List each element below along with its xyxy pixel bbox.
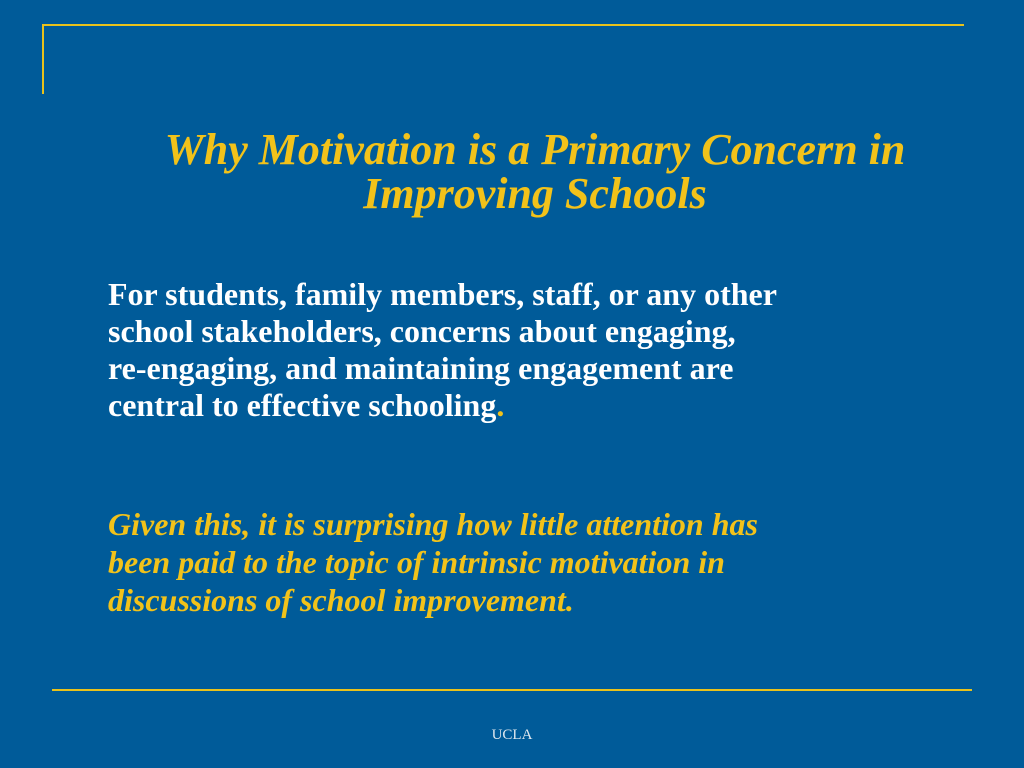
emphasis-paragraph — [108, 505, 988, 619]
emphasis-line-1: Given this, it is surprising how little attention has — [108, 506, 758, 542]
top-rule — [42, 24, 964, 26]
body-line-2: school stakeholders, concerns about engaging, — [108, 313, 736, 349]
body-line-3: re-engaging, and maintaining engagement are — [108, 350, 734, 386]
left-rule — [42, 24, 44, 94]
slide-title — [90, 125, 980, 218]
emphasis-line-2: been paid to the topic of intrinsic motivation in — [108, 544, 725, 580]
body-line-4 — [108, 387, 988, 424]
body-line-1: For students, family members, staff, or any other — [108, 276, 777, 312]
emphasis-line-3: discussions of school improvement. — [108, 582, 574, 618]
body-line-4-text: central to effective schooling — [108, 387, 497, 423]
slide-title-line-2: Improving Schools — [363, 169, 707, 218]
slide-title-line-1: Why Motivation is a Primary Concern in — [164, 125, 906, 174]
body-paragraph — [108, 276, 988, 424]
bottom-rule — [52, 689, 972, 691]
footer-label: UCLA — [491, 727, 533, 743]
body-end-period: . — [496, 387, 505, 423]
